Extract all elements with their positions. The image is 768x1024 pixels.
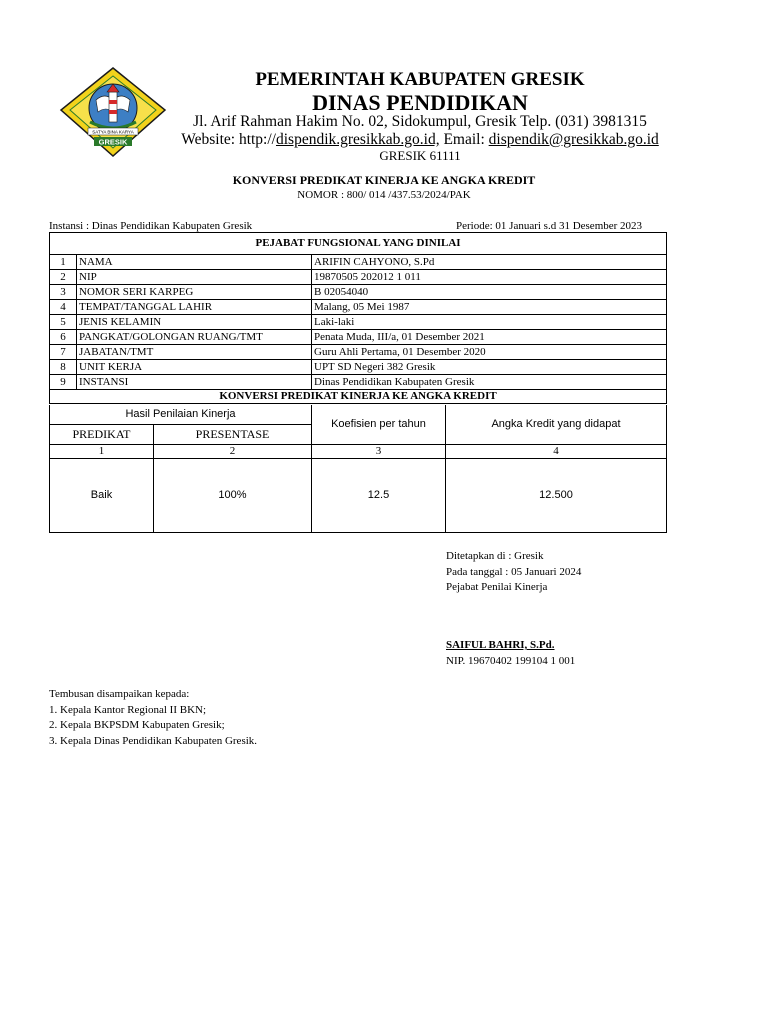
table-row (50, 315, 667, 330)
hasil-penilaian-header: Hasil Penilaian Kinerja (50, 405, 312, 424)
signature-block (446, 549, 581, 596)
letterhead-contact (170, 132, 670, 148)
logo-text: GRESIK (98, 137, 128, 147)
konversi-table (49, 405, 667, 533)
tembusan-list (49, 687, 257, 749)
row-value: Guru Ahli Pertama, 01 Desember 2020 (312, 345, 667, 360)
column-number: 1 (50, 444, 154, 458)
website-link[interactable]: dispendik.gresikkab.go.id, (275, 131, 440, 148)
letterhead-government: PEMERINTAH KABUPATEN GRESIK (255, 69, 585, 90)
ditetapkan-text: Ditetapkan di : Gresik (446, 550, 544, 562)
row-value: Laki-laki (312, 315, 667, 330)
row-label: UNIT KERJA (77, 360, 312, 375)
letterhead-city: GRESIK 61111 (379, 148, 461, 163)
signatory-nip: NIP. 19670402 199104 1 001 (446, 655, 576, 667)
pejabat-table (49, 232, 667, 404)
presentase-header: PRESENTASE (154, 424, 312, 444)
column-number: 4 (446, 444, 667, 458)
document-title: KONVERSI PREDIKAT KINERJA KE ANGKA KREDIT (232, 173, 536, 187)
list-item: 1. Kepala Kantor Regional II BKN; (49, 703, 207, 716)
row-number: 2 (50, 270, 77, 285)
website-label: Website: http:// (181, 131, 276, 148)
row-value: Penata Muda, III/a, 01 Desember 2021 (312, 330, 667, 345)
table-row (50, 285, 667, 300)
row-number: 1 (50, 255, 77, 270)
table-row (50, 345, 667, 360)
presentase-value: 100% (154, 458, 312, 532)
logo-motto: SATYA BINA KARYA (92, 129, 134, 135)
row-value: 19870505 202012 1 011 (312, 270, 667, 285)
row-label: PANGKAT/GOLONGAN RUANG/TMT (77, 330, 312, 345)
table-row (50, 375, 667, 390)
table-row (50, 330, 667, 345)
predikat-header: PREDIKAT (50, 424, 154, 444)
letterhead-address: Jl. Arif Rahman Hakim No. 02, Sidokumpul, Gresik Telp. (031) 3981315 (193, 113, 647, 130)
row-label: NOMOR SERI KARPEG (77, 285, 312, 300)
tanggal-text: Pada tanggal : 05 Januari 2024 (446, 565, 582, 578)
email-link[interactable]: dispendik@gresikkab.go.id (488, 131, 659, 148)
table-row (50, 300, 667, 315)
angka-kredit-value: 12.500 (446, 458, 667, 532)
row-value: Malang, 05 Mei 1987 (312, 300, 667, 315)
row-label: JENIS KELAMIN (77, 315, 312, 330)
row-number: 6 (50, 330, 77, 345)
email-label: Email: (439, 131, 489, 148)
row-number: 4 (50, 300, 77, 315)
section-header-pejabat: PEJABAT FUNGSIONAL YANG DINILAI (50, 233, 667, 255)
predikat-value: Baik (50, 458, 154, 532)
row-label: NIP (77, 270, 312, 285)
table-row (50, 270, 667, 285)
letterhead-agency: DINAS PENDIDIKAN (312, 90, 528, 115)
signatory-name: SAIFUL BAHRI, S.Pd. (446, 639, 555, 651)
column-number: 2 (154, 444, 312, 458)
periode-label: Periode: 01 Januari s.d 31 Desember 2023 (456, 220, 643, 232)
column-number: 3 (312, 444, 446, 458)
row-number: 3 (50, 285, 77, 300)
row-number: 8 (50, 360, 77, 375)
row-number: 5 (50, 315, 77, 330)
list-item: 2. Kepala BKPSDM Kabupaten Gresik; (49, 719, 225, 731)
instansi-label: Instansi : Dinas Pendidikan Kabupaten Gresik (49, 220, 253, 232)
table-row (50, 360, 667, 375)
row-value: B 02054040 (312, 285, 667, 300)
koefisien-value: 12.5 (312, 458, 446, 532)
tembusan-heading: Tembusan disampaikan kepada: (49, 688, 190, 700)
row-value: ARIFIN CAHYONO, S.Pd (312, 255, 667, 270)
row-label: NAMA (77, 255, 312, 270)
list-item: 3. Kepala Dinas Pendidikan Kabupaten Gresik. (49, 734, 258, 747)
angka-kredit-header: Angka Kredit yang didapat (446, 405, 667, 444)
row-value: Dinas Pendidikan Kabupaten Gresik (312, 375, 667, 390)
koefisien-header: Koefisien per tahun (312, 405, 446, 444)
row-label: JABATAN/TMT (77, 345, 312, 360)
gresik-regency-logo (58, 66, 168, 158)
row-number: 9 (50, 375, 77, 390)
section-header-konversi: KONVERSI PREDIKAT KINERJA KE ANGKA KREDIT (50, 390, 667, 404)
row-label: INSTANSI (77, 375, 312, 390)
row-number: 7 (50, 345, 77, 360)
row-value: UPT SD Negeri 382 Gresik (312, 360, 667, 375)
table-row (50, 255, 667, 270)
jabatan-text: Pejabat Penilai Kinerja (446, 581, 548, 593)
document-number: NOMOR : 800/ 014 /437.53/2024/PAK (297, 189, 471, 201)
row-label: TEMPAT/TANGGAL LAHIR (77, 300, 312, 315)
